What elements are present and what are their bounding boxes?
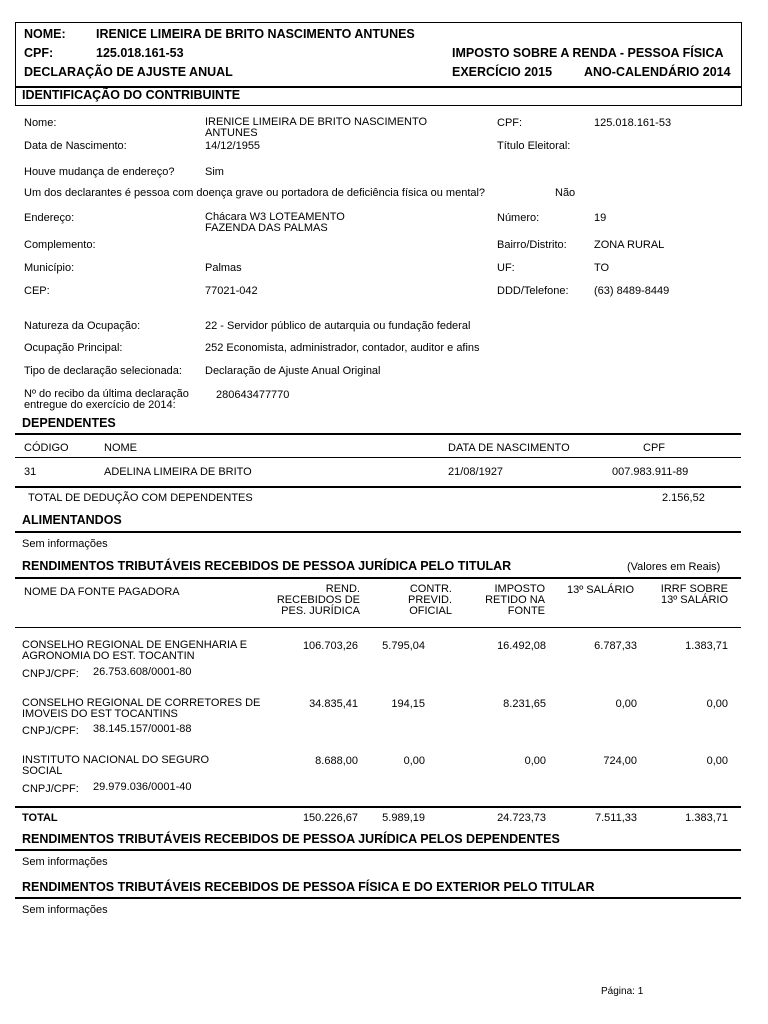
ident-mudanca-label: Houve mudança de endereço? bbox=[24, 166, 175, 178]
rend-pj-header-line bbox=[15, 627, 741, 628]
rend-pf-info: Sem informações bbox=[22, 904, 108, 916]
ident-cpf-label: CPF: bbox=[497, 117, 523, 129]
header-nome-label: NOME: bbox=[24, 27, 66, 41]
rend-pf-title: RENDIMENTOS TRIBUTÁVEIS RECEBIDOS DE PESSOA FÍSICA E DO EXTERIOR PELO TITULAR bbox=[22, 880, 595, 894]
rend-pj-total-label: TOTAL bbox=[22, 812, 58, 824]
dependentes-top-line bbox=[15, 433, 741, 435]
alimentandos-line bbox=[15, 531, 741, 533]
dependentes-row-nasc: 21/08/1927 bbox=[448, 466, 504, 478]
header-cpf-label: CPF: bbox=[24, 46, 54, 60]
ident-numero-label: Número: bbox=[497, 212, 540, 224]
ident-cep-value: 77021-042 bbox=[205, 285, 258, 297]
alimentandos-info: Sem informações bbox=[22, 538, 108, 550]
header-cpf-value: 125.018.161-53 bbox=[96, 46, 184, 60]
dependentes-col-cpf: CPF bbox=[643, 442, 665, 454]
ident-natureza-label: Natureza da Ocupação: bbox=[24, 320, 141, 332]
header-nome-value: IRENICE LIMEIRA DE BRITO NASCIMENTO ANTUNES bbox=[96, 27, 415, 41]
ident-recibo-label: Nº do recibo da última declaração entregue do exercício de 2014: bbox=[24, 388, 189, 411]
rend-pj-row1-13: 6.787,33 bbox=[594, 640, 637, 652]
dependentes-total-line bbox=[15, 486, 741, 488]
ident-title: IDENTIFICAÇÃO DO CONTRIBUINTE bbox=[22, 88, 241, 102]
rend-pj-row1-fonte: CONSELHO REGIONAL DE ENGENHARIA E AGRONOMIA DO EST. TOCANTIN bbox=[22, 639, 248, 662]
ident-nasc-label: Data de Nascimento: bbox=[24, 140, 127, 152]
rend-pj-total-imposto: 24.723,73 bbox=[497, 812, 546, 824]
ident-doenca-label: Um dos declarantes é pessoa com doença grave ou portadora de deficiência física ou mental? bbox=[24, 187, 486, 199]
header-ano-calendario: ANO-CALENDÁRIO 2014 bbox=[584, 65, 731, 79]
ident-municipio-value: Palmas bbox=[205, 262, 242, 274]
dependentes-row-codigo: 31 bbox=[24, 466, 37, 478]
ident-nasc-value: 14/12/1955 bbox=[205, 140, 261, 152]
ident-titulo-label: Título Eleitoral: bbox=[497, 140, 571, 152]
ident-bairro-value: ZONA RURAL bbox=[594, 239, 665, 251]
header-imposto: IMPOSTO SOBRE A RENDA - PESSOA FÍSICA bbox=[452, 46, 724, 60]
ident-recibo-value: 280643477770 bbox=[216, 389, 290, 401]
rend-pj-row3-13: 724,00 bbox=[603, 755, 637, 767]
rend-pj-row1-cnpj: 26.753.608/0001-80 bbox=[93, 666, 192, 678]
ident-ocupacao-label: Ocupação Principal: bbox=[24, 342, 123, 354]
rend-pj-col-imposto: IMPOSTO RETIDO NA FONTE bbox=[485, 583, 545, 617]
rend-pj-top-line bbox=[15, 577, 741, 579]
rend-pf-line bbox=[15, 897, 741, 899]
rend-pj-row1-contr: 5.795,04 bbox=[382, 640, 425, 652]
dependentes-col-codigo: CÓDIGO bbox=[24, 442, 69, 454]
dependentes-col-nasc: DATA DE NASCIMENTO bbox=[448, 442, 570, 454]
rend-pj-col-contr: CONTR. PREVID. OFICIAL bbox=[407, 583, 452, 617]
rend-pj-row1-imposto: 16.492,08 bbox=[497, 640, 546, 652]
ident-bairro-label: Bairro/Distrito: bbox=[497, 239, 567, 251]
ident-tipo-label: Tipo de declaração selecionada: bbox=[24, 365, 182, 377]
rend-pj-dep-line bbox=[15, 849, 741, 851]
dependentes-row-cpf: 007.983.911-89 bbox=[612, 466, 689, 478]
page-number: Página: 1 bbox=[601, 986, 644, 997]
rend-pj-total-rend: 150.226,67 bbox=[302, 812, 358, 824]
rend-pj-row3-rend: 8.688,00 bbox=[315, 755, 358, 767]
ident-nome-label: Nome: bbox=[24, 117, 57, 129]
ident-ocupacao-value: 252 Economista, administrador, contador, auditor e afins bbox=[205, 342, 480, 354]
ident-endereco-label: Endereço: bbox=[24, 212, 75, 224]
dependentes-total-value: 2.156,52 bbox=[662, 492, 705, 504]
rend-pj-row3-imposto: 0,00 bbox=[524, 755, 546, 767]
rend-pj-total-irrf13: 1.383,71 bbox=[685, 812, 728, 824]
dependentes-col-nome: NOME bbox=[104, 442, 137, 454]
rend-pj-row2-contr: 194,15 bbox=[391, 698, 425, 710]
rend-pj-row1-rend: 106.703,26 bbox=[302, 640, 358, 652]
rend-pj-row2-cnpj: 38.145.157/0001-88 bbox=[93, 723, 192, 735]
rend-pj-row2-fonte: CONSELHO REGIONAL DE CORRETORES DE IMOVEIS DO EST TOCANTINS bbox=[22, 697, 261, 720]
dependentes-header-line bbox=[15, 457, 741, 458]
ident-endereco-value: Chácara W3 LOTEAMENTO FAZENDA DAS PALMAS bbox=[205, 211, 345, 234]
rend-pj-row2-imposto: 8.231,65 bbox=[503, 698, 546, 710]
header-declaracao: DECLARAÇÃO DE AJUSTE ANUAL bbox=[24, 65, 233, 79]
ident-cpf-value: 125.018.161-53 bbox=[594, 117, 672, 129]
dependentes-total-label: TOTAL DE DEDUÇÃO COM DEPENDENTES bbox=[28, 492, 253, 504]
alimentandos-title: ALIMENTANDOS bbox=[22, 513, 122, 527]
dependentes-title: DEPENDENTES bbox=[22, 416, 116, 430]
ident-natureza-value: 22 - Servidor público de autarquia ou fundação federal bbox=[205, 320, 471, 332]
ident-cep-label: CEP: bbox=[24, 285, 50, 297]
ident-tel-value: (63) 8489-8449 bbox=[594, 285, 670, 297]
rend-pj-row2-cnpj-label: CNPJ/CPF: bbox=[22, 725, 79, 737]
ident-nome-value: IRENICE LIMEIRA DE BRITO NASCIMENTO ANTUNES bbox=[205, 116, 428, 139]
rend-pj-dep-title: RENDIMENTOS TRIBUTÁVEIS RECEBIDOS DE PESSOA JURÍDICA PELOS DEPENDENTES bbox=[22, 832, 560, 846]
rend-pj-row2-13: 0,00 bbox=[615, 698, 637, 710]
dependentes-row-nome: ADELINA LIMEIRA DE BRITO bbox=[104, 466, 252, 478]
rend-pj-row3-fonte: INSTITUTO NACIONAL DO SEGURO SOCIAL bbox=[22, 754, 210, 777]
rend-pj-col-13: 13º SALÁRIO bbox=[567, 584, 634, 596]
rend-pj-row2-rend: 34.835,41 bbox=[309, 698, 358, 710]
ident-doenca-value: Não bbox=[555, 187, 576, 199]
rend-pj-title: RENDIMENTOS TRIBUTÁVEIS RECEBIDOS DE PESSOA JURÍDICA PELO TITULAR bbox=[22, 559, 512, 573]
rend-pj-total-contr: 5.989,19 bbox=[382, 812, 425, 824]
rend-pj-row3-cnpj: 29.979.036/0001-40 bbox=[93, 781, 192, 793]
ident-municipio-label: Município: bbox=[24, 262, 75, 274]
ident-uf-value: TO bbox=[594, 262, 610, 274]
ident-mudanca-value: Sim bbox=[205, 166, 224, 178]
rend-pj-row2-irrf13: 0,00 bbox=[706, 698, 728, 710]
ident-numero-value: 19 bbox=[594, 212, 607, 224]
rend-pj-row3-irrf13: 0,00 bbox=[706, 755, 728, 767]
rend-pj-row1-irrf13: 1.383,71 bbox=[685, 640, 728, 652]
ident-uf-label: UF: bbox=[497, 262, 515, 274]
rend-pj-col-fonte: NOME DA FONTE PAGADORA bbox=[24, 586, 180, 598]
rend-pj-row3-contr: 0,00 bbox=[403, 755, 425, 767]
ident-tel-label: DDD/Telefone: bbox=[497, 285, 569, 297]
rend-pj-row3-cnpj-label: CNPJ/CPF: bbox=[22, 783, 79, 795]
ident-tipo-value: Declaração de Ajuste Anual Original bbox=[205, 365, 381, 377]
rend-pj-col-irrf13: IRRF SOBRE 13º SALÁRIO bbox=[660, 583, 728, 606]
ident-complemento-label: Complemento: bbox=[24, 239, 96, 251]
rend-pj-row1-cnpj-label: CNPJ/CPF: bbox=[22, 668, 79, 680]
rend-pj-total-line bbox=[15, 806, 741, 808]
rend-pj-dep-info: Sem informações bbox=[22, 856, 108, 868]
rend-pj-valores: (Valores em Reais) bbox=[627, 561, 721, 573]
rend-pj-total-13: 7.511,33 bbox=[594, 812, 637, 824]
header-exercicio: EXERCÍCIO 2015 bbox=[452, 65, 553, 79]
rend-pj-col-rend: REND. RECEBIDOS DE PES. JURÍDICA bbox=[276, 583, 360, 617]
